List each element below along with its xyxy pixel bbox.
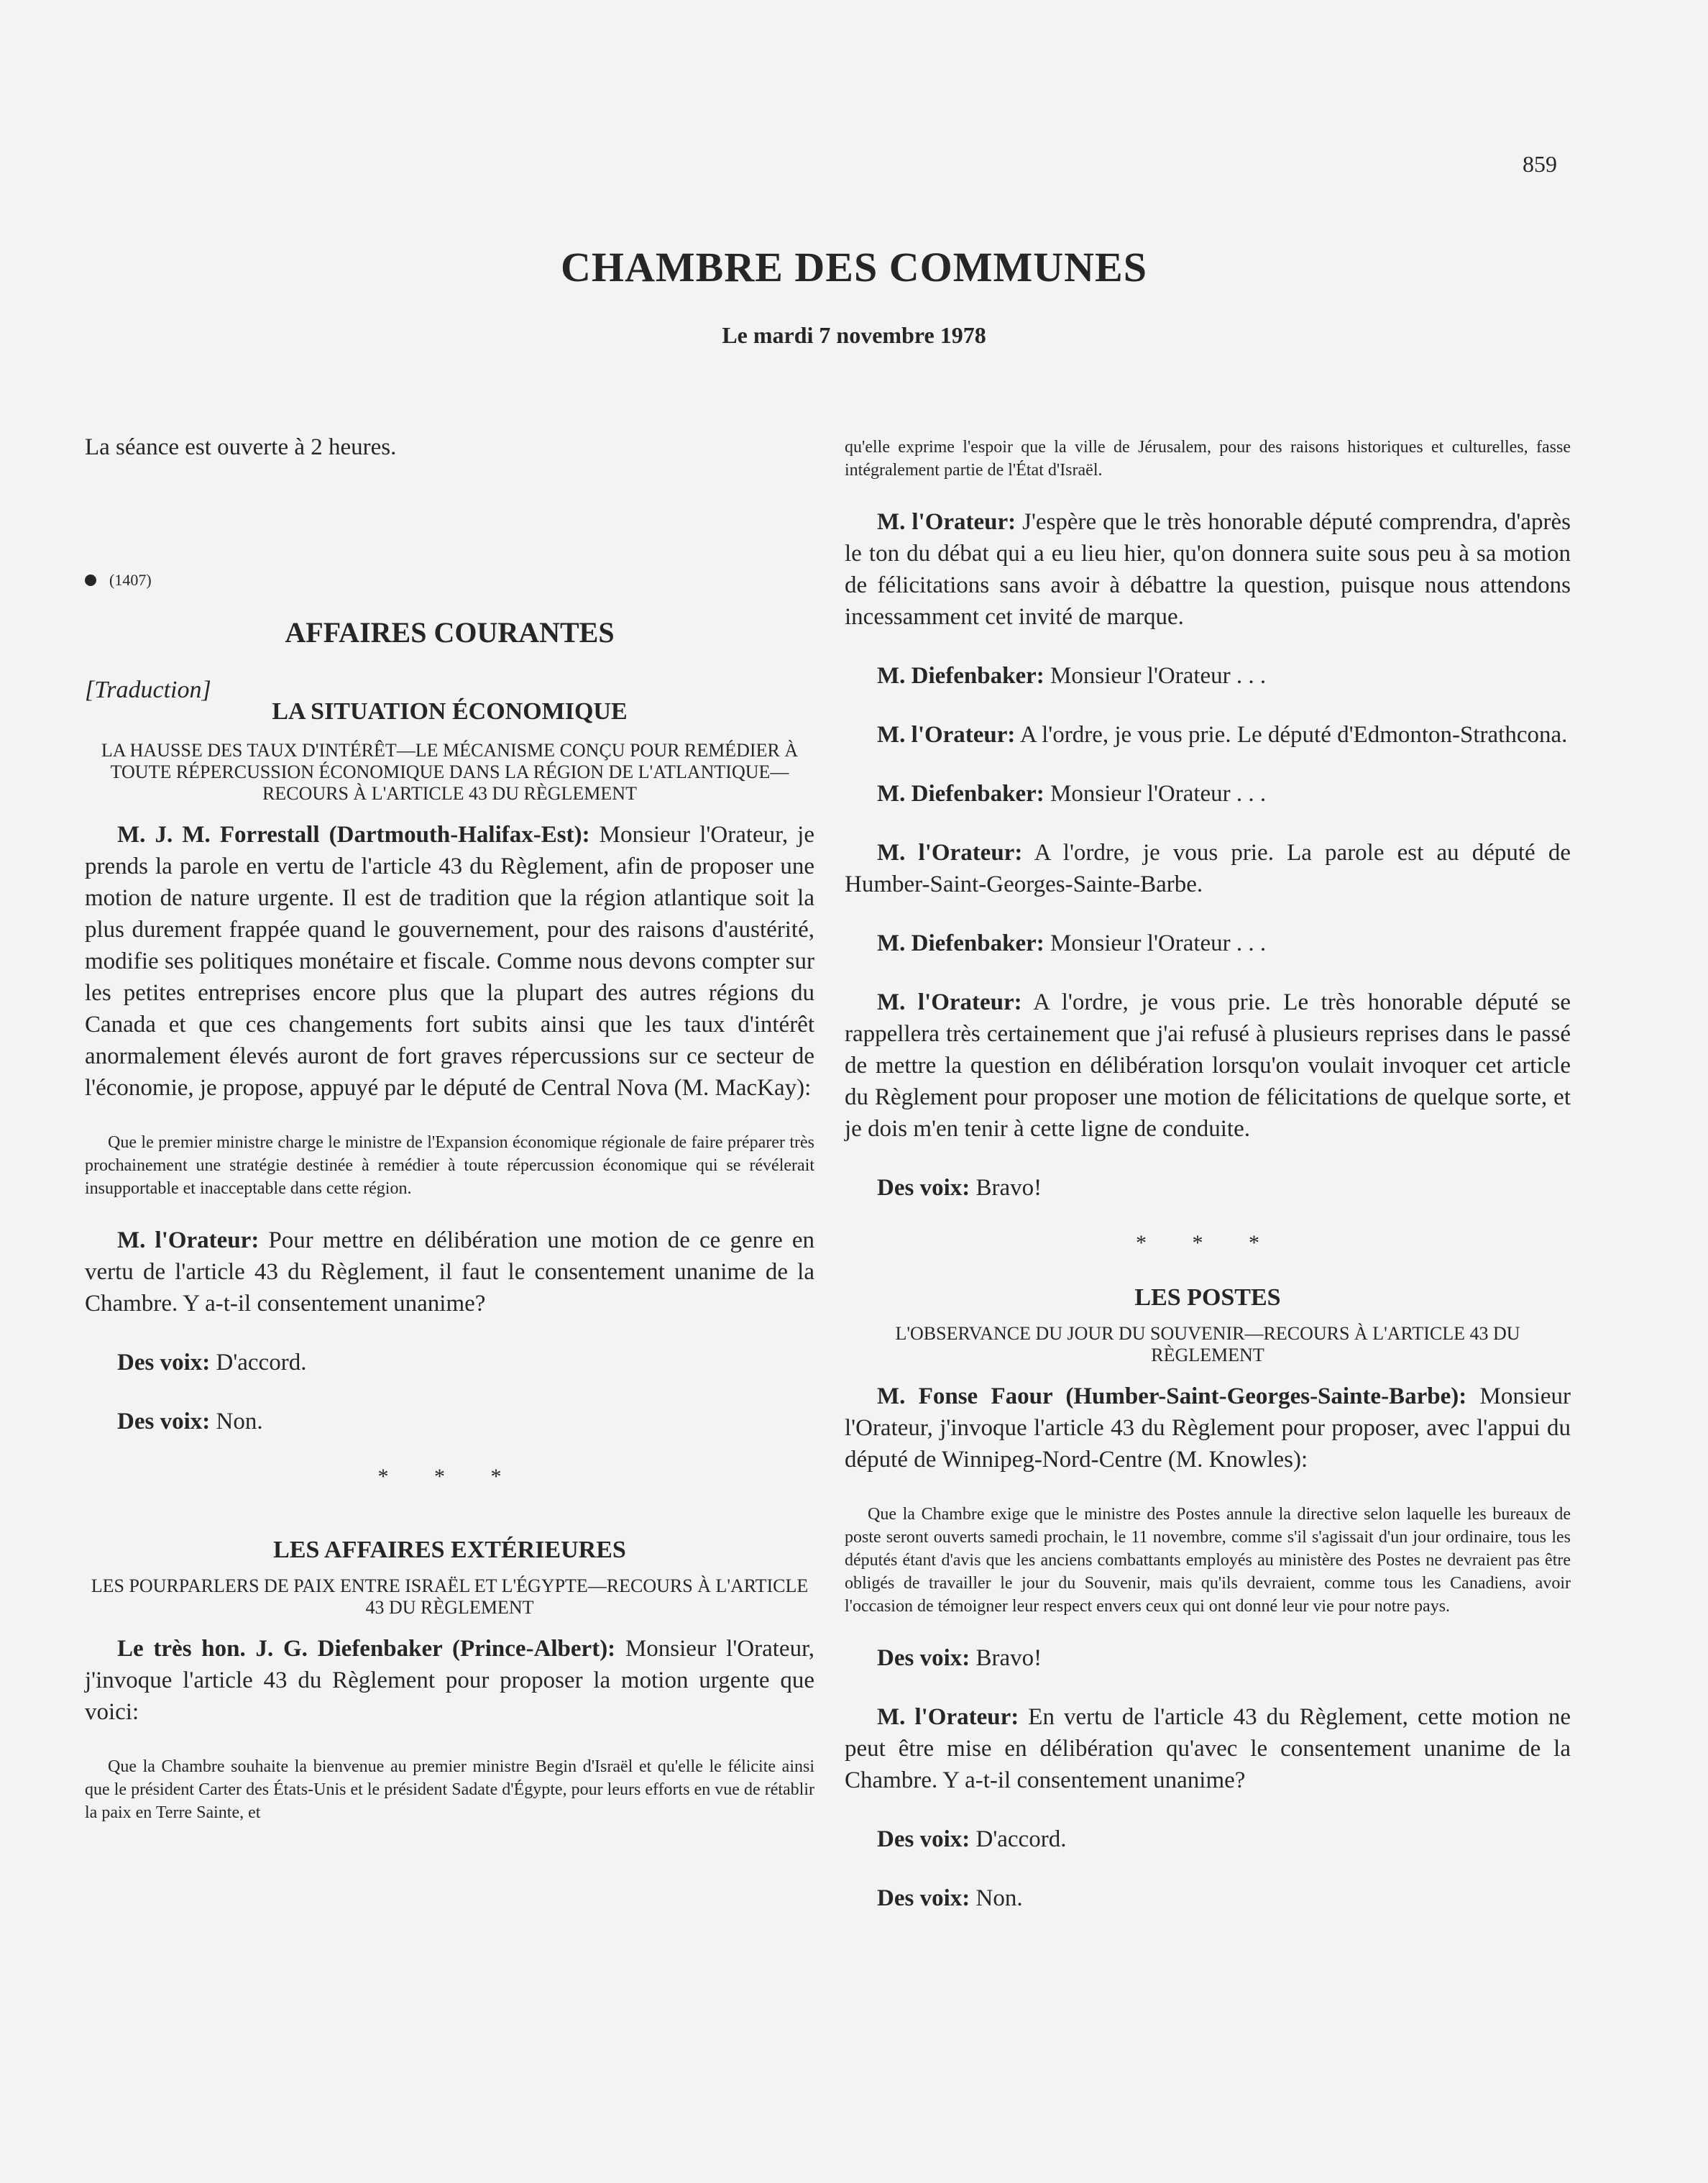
speaker-name: M. Diefenbaker: bbox=[877, 930, 1044, 956]
section-separator: * * * bbox=[377, 1465, 522, 1488]
voices-disagree bbox=[85, 1406, 814, 1437]
speech-text: En vertu de l'article 43 du Règlement, cette motion ne peut être mise en délibération qu'avec le consentement unanime de la Chambre. Y a-t-il consentement unanime? bbox=[845, 1704, 1571, 1793]
economy-heading: LA SITUATION ÉCONOMIQUE bbox=[272, 698, 628, 725]
faour-speech bbox=[845, 1381, 1571, 1475]
orateur-speech bbox=[845, 506, 1571, 633]
orateur-speech bbox=[845, 1701, 1571, 1796]
speech-text: Monsieur l'Orateur . . . bbox=[1044, 781, 1267, 807]
section-separator: * * * bbox=[1136, 1231, 1280, 1255]
voices-bravo bbox=[845, 1642, 1571, 1674]
diefenbaker-interjection bbox=[845, 928, 1571, 959]
page-number: 859 bbox=[1523, 151, 1557, 177]
speaker-name: M. l'Orateur: bbox=[877, 840, 1023, 866]
speaker-name: M. J. M. Forrestall (Dartmouth-Halifax-Est): bbox=[117, 822, 590, 848]
speech-text: Non. bbox=[970, 1885, 1023, 1911]
translation-note: [Traduction] bbox=[85, 677, 211, 703]
sitting-date: Le mardi 7 novembre 1978 bbox=[722, 322, 986, 348]
speaker-name: M. l'Orateur: bbox=[877, 989, 1022, 1015]
speaker-name: Des voix: bbox=[877, 1175, 970, 1201]
time-mark-label: (1407) bbox=[109, 571, 152, 589]
speech-text: Monsieur l'Orateur, j'invoque l'article 43 du Règlement pour proposer, avec l'appui du député de Winnipeg-Nord-Centre (M. Knowles): bbox=[845, 1383, 1571, 1473]
speaker-name: M. Diefenbaker: bbox=[877, 663, 1044, 689]
economy-subheading: LA HAUSSE DES TAUX D'INTÉRÊT—LE MÉCANISME CONÇU POUR REMÉDIER À TOUTE RÉPERCUSSION ÉCONOMIQUE DANS LA RÉGION DE L'ATLANTIQUE—RECOURS À L'ARTICLE 43 DU RÈGLEMENT bbox=[101, 740, 799, 804]
voices-agree bbox=[85, 1347, 814, 1378]
speaker-name: Des voix: bbox=[877, 1885, 970, 1911]
orateur-speech bbox=[845, 987, 1571, 1145]
section-title: AFFAIRES COURANTES bbox=[285, 616, 615, 649]
speech-text: D'accord. bbox=[210, 1350, 307, 1376]
speech-text: A l'ordre, je vous prie. Le très honorable député se rappellera très certainement que j'ai refusé à plusieurs reprises dans le passé de mettre la question en délibération lorsqu'on voulait invoquer cet article du Règlement pour proposer une motion de félicitations de quelque sorte, et je dois m'en tenir à cette ligne de conduite. bbox=[845, 989, 1571, 1142]
right-column bbox=[845, 436, 1571, 1941]
forrestall-speech bbox=[85, 819, 814, 1104]
foreign-affairs-heading: LES AFFAIRES EXTÉRIEURES bbox=[273, 1537, 626, 1563]
economy-motion: Que le premier ministre charge le ministre de l'Expansion économique régionale de faire préparer très prochainement une stratégie destinée à remédier à toute répercussion économique qui se révélerait insupportable et inacceptable dans cette région. bbox=[85, 1133, 814, 1198]
speech-text: Monsieur l'Orateur, je prends la parole en vertu de l'article 43 du Règlement, afin de proposer une motion de nature urgente. Il est de tradition que la région atlantique soit la plus durement frappée quand le gouvernement, pour des raisons d'austérité, modifie ses politiques monétaire et fiscale. Comme nous devons compter sur les petites entreprises encore plus que la plupart des autres régions du Canada et que ces changements fort subits ainsi que les taux d'intérêt anormalement élevés auront de fort graves répercussions sur ce secteur de l'économie, je propose, appuyé par le député de Central Nova (M. MacKay): bbox=[85, 822, 814, 1101]
speaker-name: Des voix: bbox=[877, 1826, 970, 1852]
speech-text: J'espère que le très honorable député comprendra, d'après le ton du débat qui a eu lieu hier, qu'on donnera suite sous peu à sa motion de félicitations sans avoir à débattre la question, puisque nous attendons incessamment cet invité de marque. bbox=[845, 509, 1571, 630]
speech-text: Bravo! bbox=[970, 1175, 1042, 1201]
speech-text: Bravo! bbox=[970, 1645, 1042, 1671]
orateur-speech bbox=[845, 837, 1571, 900]
speaker-name: M. Fonse Faour (Humber-Saint-Georges-Sainte-Barbe): bbox=[877, 1383, 1467, 1409]
postes-heading: LES POSTES bbox=[1134, 1284, 1281, 1311]
foreign-affairs-motion-part1: Que la Chambre souhaite la bienvenue au premier ministre Begin d'Israël et qu'elle le félicite ainsi que le président Carter des États-Unis et le président Sadate d'Égypte, pour leurs efforts en vue de rétablir la paix en Terre Sainte, et bbox=[85, 1757, 814, 1822]
speaker-name: Des voix: bbox=[117, 1350, 211, 1376]
bullet-icon bbox=[85, 575, 96, 586]
speaker-name: M. l'Orateur: bbox=[877, 722, 1016, 748]
sitting-opened: La séance est ouverte à 2 heures. bbox=[85, 434, 397, 460]
postes-subheading: L'OBSERVANCE DU JOUR DU SOUVENIR—RECOURS À L'ARTICLE 43 DU RÈGLEMENT bbox=[895, 1323, 1520, 1365]
speech-text: A l'ordre, je vous prie. La parole est au député de Humber-Saint-Georges-Sainte-Barbe. bbox=[845, 840, 1571, 897]
postes-motion: Que la Chambre exige que le ministre des Postes annule la directive selon laquelle les bureaux de poste seront ouverts samedi prochain, le 11 novembre, comme s'il s'agissait d'un jour ordinaire, tous les députés étant d'avis que les anciens combattants employés au ministère des Postes ne devraient pas être obligés de travailler le jour du Souvenir, mais qu'ils devraient, comme tous les Canadiens, avoir l'occasion de témoigner leur respect envers ceux qui ont donné leur vie pour notre pays. bbox=[845, 1505, 1571, 1616]
voices-agree bbox=[845, 1823, 1571, 1855]
voices-disagree bbox=[845, 1882, 1571, 1914]
speech-text: Monsieur l'Orateur . . . bbox=[1044, 663, 1267, 689]
speaker-name: Le très hon. J. G. Diefenbaker (Prince-Albert): bbox=[117, 1636, 616, 1662]
orateur-speech bbox=[845, 719, 1571, 751]
speaker-name: Des voix: bbox=[117, 1409, 211, 1434]
speech-text: A l'ordre, je vous prie. Le député d'Edmonton-Strathcona. bbox=[1015, 722, 1568, 748]
foreign-affairs-subheading: LES POURPARLERS DE PAIX ENTRE ISRAËL ET L'ÉGYPTE—RECOURS À L'ARTICLE 43 DU RÈGLEMENT bbox=[91, 1575, 809, 1618]
speech-text: Monsieur l'Orateur . . . bbox=[1044, 930, 1267, 956]
page-title: CHAMBRE DES COMMUNES bbox=[561, 244, 1147, 290]
speaker-name: M. l'Orateur: bbox=[877, 1704, 1019, 1730]
foreign-affairs-motion-part2: qu'elle exprime l'espoir que la ville de Jérusalem, pour des raisons historiques et culturelles, fasse intégralement partie de l'État d'Israël. bbox=[845, 438, 1571, 480]
speech-text: Monsieur l'Orateur, j'invoque l'article 43 du Règlement pour proposer la motion urgente que voici: bbox=[85, 1636, 814, 1725]
orateur-speech bbox=[85, 1225, 814, 1319]
time-mark bbox=[85, 571, 814, 590]
diefenbaker-interjection bbox=[845, 660, 1571, 692]
speech-text: Non. bbox=[210, 1409, 263, 1434]
speech-text: D'accord. bbox=[970, 1826, 1067, 1852]
speaker-name: M. l'Orateur: bbox=[877, 509, 1016, 535]
left-column bbox=[85, 431, 814, 1849]
speech-text: Pour mettre en délibération une motion de ce genre en vertu de l'article 43 du Règlement, il faut le consentement unanime de la Chambre. Y a-t-il consentement unanime? bbox=[85, 1227, 814, 1317]
voices-bravo bbox=[845, 1172, 1571, 1204]
speaker-name: M. Diefenbaker: bbox=[877, 781, 1044, 807]
speaker-name: M. l'Orateur: bbox=[117, 1227, 260, 1253]
speaker-name: Des voix: bbox=[877, 1645, 970, 1671]
diefenbaker-interjection bbox=[845, 778, 1571, 810]
diefenbaker-speech bbox=[85, 1633, 814, 1728]
